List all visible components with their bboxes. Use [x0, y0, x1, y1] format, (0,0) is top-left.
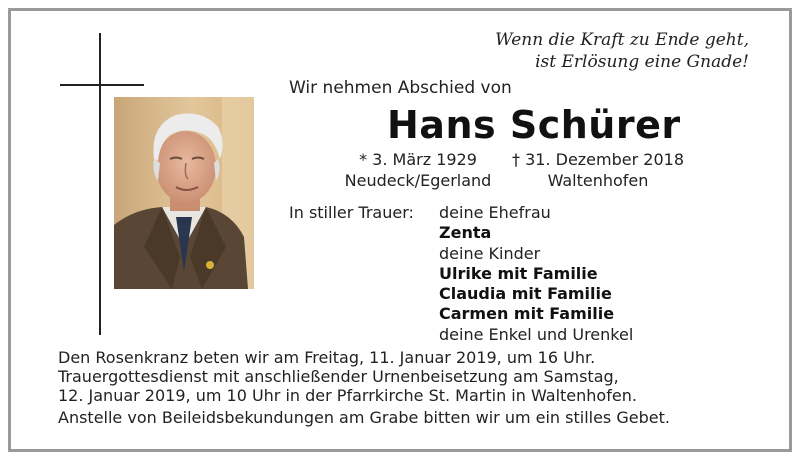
mourner-line: deine Ehefrau	[439, 203, 551, 222]
cross-icon-crossbar	[60, 84, 144, 86]
motto-line-1: Wenn die Kraft zu Ende geht,	[495, 30, 749, 50]
mourners-list	[439, 203, 633, 345]
motto	[495, 29, 749, 73]
intro-text: Wir nehmen Abschied von	[289, 78, 512, 98]
death-column	[503, 149, 693, 191]
mourning-label: In stiller Trauer:	[289, 203, 414, 222]
death-date: † 31. Dezember 2018	[512, 150, 684, 169]
rosary-info: Den Rosenkranz beten wir am Freitag, 11. Januar 2019, um 16 Uhr.	[58, 348, 596, 367]
mourner-line: Carmen mit Familie	[439, 304, 615, 324]
mourner-line: Ulrike mit Familie	[439, 263, 598, 283]
cross-icon	[99, 33, 101, 335]
mourner-line: deine Enkel und Urenkel	[439, 324, 634, 344]
portrait-photo	[114, 97, 254, 289]
service-info-line-2: 12. Januar 2019, um 10 Uhr in der Pfarrkirche St. Martin in Waltenhofen.	[58, 386, 637, 405]
mourner-line: Claudia mit Familie	[439, 284, 612, 304]
service-info-line-1: Trauergottesdienst mit anschließender Urnenbeisetzung am Samstag,	[58, 367, 619, 386]
announcement-text	[58, 348, 778, 427]
deceased-name: Hans Schürer	[387, 103, 681, 147]
birth-date: * 3. März 1929	[359, 150, 477, 169]
condolence-note: Anstelle von Beileidsbekundungen am Grabe bitten wir um ein stilles Gebet.	[58, 408, 670, 427]
mourner-line: deine Kinder	[439, 243, 541, 263]
motto-line-2: ist Erlösung eine Gnade!	[535, 52, 749, 72]
birth-place: Neudeck/Egerland	[344, 171, 492, 190]
obituary-frame	[8, 8, 792, 452]
death-place: Waltenhofen	[547, 171, 649, 190]
mourner-line: Zenta	[439, 223, 492, 243]
birth-column	[333, 149, 503, 191]
